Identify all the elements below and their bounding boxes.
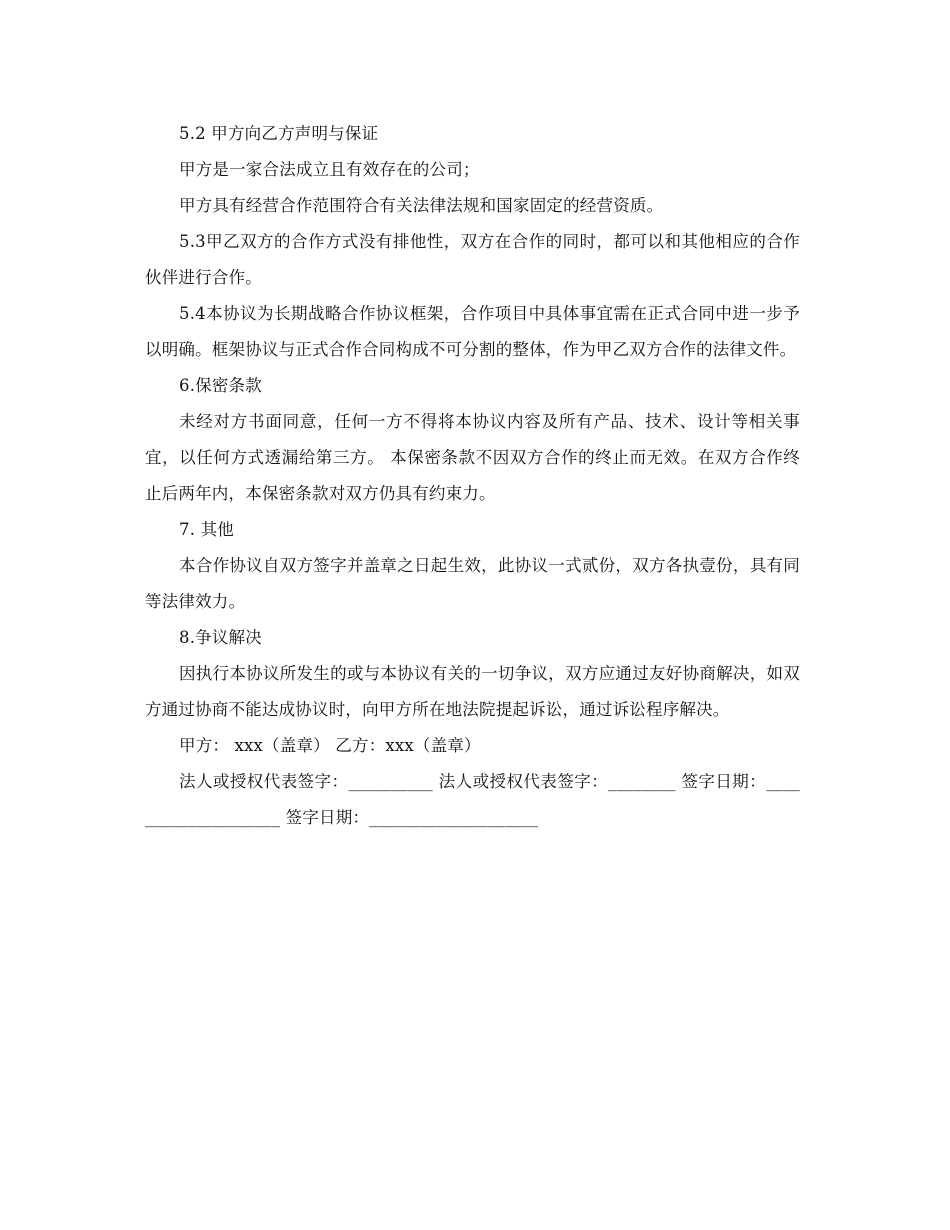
clause-5-4: 5.4本协议为长期战略合作协议框架，合作项目中具体事宜需在正式合同中进一步予以明确。框架协议与正式合作合同构成不可分割的整体，作为甲乙双方合作的法律文件。	[145, 304, 800, 359]
clause-5-2-heading: 5.2 甲方向乙方声明与保证	[179, 124, 379, 143]
document-body	[145, 116, 800, 836]
clause-5-2-item-1: 甲方是一家合法成立且有效存在的公司；	[179, 160, 480, 179]
section-6-body: 未经对方书面同意，任何一方不得将本协议内容及所有产品、技术、设计等相关事宜，以任何方式透漏给第三方。 本保密条款不因双方合作的终止而无效。在双方合作终止后两年内，本保密条款对双方仍具有约束力。	[145, 412, 800, 503]
signature-lines: 法人或授权代表签字：__________ 法人或授权代表签字：________ 签字日期：____________________ 签字日期：____________________	[145, 772, 800, 827]
section-8-heading: 8.争议解决	[179, 628, 262, 647]
clause-5-3: 5.3甲乙双方的合作方式没有排他性，双方在合作的同时，都可以和其他相应的合作伙伴进行合作。	[145, 232, 800, 287]
section-8-body: 因执行本协议所发生的或与本协议有关的一切争议，双方应通过友好协商解决，如双方通过协商不能达成协议时，向甲方所在地法院提起诉讼，通过诉讼程序解决。	[145, 664, 800, 719]
section-6-heading: 6.保密条款	[179, 376, 262, 395]
party-seals-line: 甲方： xxx（盖章） 乙方：xxx（盖章）	[179, 736, 481, 755]
section-7-body: 本合作协议自双方签字并盖章之日起生效，此协议一式贰份，双方各执壹份，具有同等法律效力。	[145, 556, 800, 611]
clause-5-2-item-2: 甲方具有经营合作范围符合有关法律法规和国家固定的经营资质。	[179, 196, 664, 215]
section-7-heading: 7. 其他	[179, 520, 234, 539]
